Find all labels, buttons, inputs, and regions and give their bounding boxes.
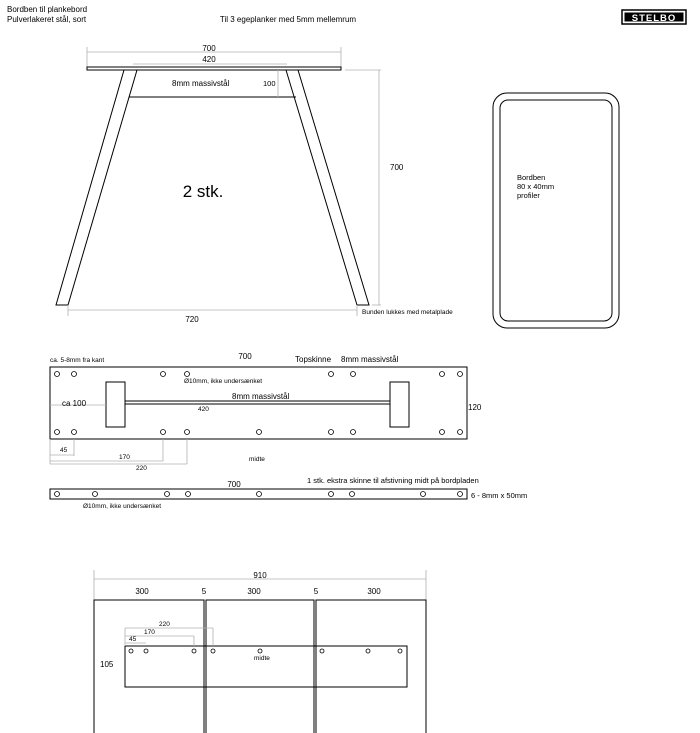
quantity-label: 2 stk. (182, 182, 224, 201)
profile-line2: 80 x 40mm (517, 182, 555, 191)
tabletop-rail (125, 646, 407, 687)
gap2-width: 5 (313, 587, 319, 596)
extra-rail-width: 700 (227, 480, 241, 489)
plank2-width: 300 (247, 587, 261, 596)
plank1-width: 300 (135, 587, 149, 596)
leg-block-left (106, 382, 125, 427)
top-rail-width: 700 (238, 352, 252, 361)
header-center: Til 3 egeplanker med 5mm mellemrum (219, 15, 357, 24)
frame-height: 700 (390, 163, 404, 172)
dim-170: 170 (119, 454, 130, 461)
edge-note: ca. 5-8mm fra kant (50, 357, 105, 364)
frame-inner-width: 420 (202, 55, 216, 64)
profile-outer (493, 93, 619, 328)
top-rail-title: Topskinne (295, 355, 332, 364)
bottom-note: Bunden lukkes med metalplade (362, 309, 453, 316)
profile-section (493, 93, 619, 328)
stelbo-logo (622, 10, 686, 24)
tabletop-dim-45: 45 (129, 636, 137, 643)
profile-line3: profiler (517, 191, 540, 200)
tabletop-drawing (94, 570, 426, 733)
dim-45: 45 (60, 447, 68, 454)
right-leg (286, 70, 369, 305)
ca-100: ca 100 (62, 399, 87, 408)
gap1-width: 5 (201, 587, 207, 596)
tabletop-total: 910 (253, 571, 267, 580)
tabletop-rail-height: 105 (100, 660, 114, 669)
leg-block-right (390, 382, 409, 427)
extra-rail-note: 1 stk. ekstra skinne til afstivning midt på bordpladen (307, 476, 479, 485)
extra-rail-drawing (50, 476, 527, 510)
plank-3 (316, 600, 426, 733)
plank-2 (206, 600, 314, 733)
tabletop-midte: midte (254, 655, 270, 662)
rail-bar-length: 420 (198, 406, 209, 413)
frame-top-width: 700 (202, 44, 216, 53)
midte-label: midte (249, 456, 265, 463)
rail-bar-label: 8mm massivstål (232, 392, 290, 401)
dim-220: 220 (136, 465, 147, 472)
crossbar-label: 8mm massivstål (172, 79, 230, 88)
header-line1: Bordben til plankebord (7, 5, 88, 14)
tabletop-rail-holes (129, 649, 402, 653)
left-leg (56, 70, 137, 305)
header-line2: Pulverlakeret stål, sort (7, 15, 87, 24)
extra-rail-hole-note: Ø10mm, ikke undersænket (83, 503, 162, 510)
logo-text: STELBO (631, 13, 677, 24)
profile-inner (500, 100, 612, 321)
extra-rail-size: 6 - 8mm x 50mm (471, 491, 528, 500)
top-rail-drawing (50, 352, 482, 472)
tabletop-dim-220: 220 (159, 621, 170, 628)
frame-bottom-width: 720 (185, 315, 199, 324)
tabletop-dim-170: 170 (144, 629, 155, 636)
top-rail-material: 8mm massivstål (341, 355, 399, 364)
hole-note: Ø10mm, ikke undersænket (184, 378, 263, 385)
plank3-width: 300 (367, 587, 381, 596)
frame-drawing (56, 44, 453, 324)
extra-rail-holes (55, 492, 463, 497)
profile-line1: Bordben (517, 173, 546, 182)
crossbar-height: 100 (263, 79, 276, 88)
top-rail-height: 120 (468, 403, 482, 412)
